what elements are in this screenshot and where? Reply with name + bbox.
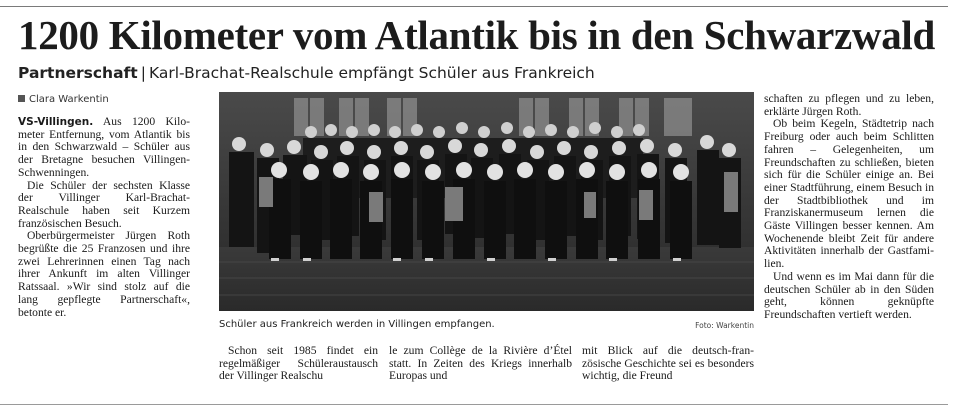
bottom-divider — [0, 404, 948, 405]
author-line — [18, 93, 109, 107]
caption-text: Schüler aus Frankreich werden in Villingen empfangen. — [219, 319, 495, 330]
subheadline-line — [18, 62, 595, 84]
photo-credit: Foto: Warkentin — [695, 321, 754, 330]
paragraph: Die Schüler der sechsten Klasse der Villinger Karl-Brachat-Realschule haben seit Kurzem französischen Besuch. — [18, 178, 190, 230]
paragraph-lead — [18, 116, 190, 180]
text-column-5 — [764, 93, 934, 322]
text-column-4 — [582, 345, 754, 383]
kicker: Partnerschaft — [18, 64, 138, 82]
paragraph: le zum Collège de la Rivière d’Étel statt. In Zeiten des Kriegs innerhalb Europas und — [389, 344, 572, 383]
text-column-2 — [219, 345, 378, 383]
text-column-3 — [389, 345, 572, 383]
paragraph: Ob beim Kegeln, Städtetrip nach Freiburg oder auch beim Schlitten fahren – Gelegenheiten, um Freundschaften zu schließen, bieten sich für die Schüler einige an. Bei einer Stadtführung, einem Besuch in der Stadtbibliothek und im Franziskanermuseum lernen die Gäste Villingen besser kennen. Am Wochenende bleibt Zeit für andere Aktivitäten innerhalb der Gastfamilien. — [764, 117, 934, 271]
headline: 1200 Kilometer vom Atlantik bis in den Schwarzwald — [18, 12, 936, 58]
paragraph: schaften zu pflegen und zu leben, erklärte Jürgen Roth. — [764, 92, 934, 118]
text-column-1 — [18, 116, 190, 319]
group-photo-image — [219, 92, 754, 311]
dateline: VS-Villingen. — [18, 116, 94, 128]
top-divider — [0, 6, 948, 7]
paragraph: Schon seit 1985 findet ein regelmäßiger Schüleraustausch der Villinger Realschu — [219, 344, 378, 383]
paragraph: Und wenn es im Mai dann für die deutschen Schüler ab in den Süden geht, können geknüpfte Freundschaften vertieft werden. — [764, 269, 934, 321]
subheadline: Karl-Brachat-Realschule empfängt Schüler aus Frankreich — [148, 64, 595, 82]
author-square-icon — [18, 95, 25, 102]
author-name: Clara Warkentin — [29, 94, 109, 105]
paragraph: Oberbürgermeister Jürgen Roth begrüßte die 25 Franzosen und ihre zwei Lehrerinnen einen Tag nach ihrer Ankunft im alten Villinger Ratssaal. »Wir sind stolz auf die lang gepflegte Partnerschaft«, betonte er. — [18, 229, 190, 319]
kicker-separator: | — [140, 64, 146, 82]
article-photo — [219, 92, 754, 311]
paragraph: mit Blick auf die deutsch-französische Geschichte sei es besonders wichtig, die Freund — [582, 344, 754, 383]
lead-text: Aus 1200 Kilometer Entfernung, vom Atlantik bis in den Schwarzwald – Schüler aus der Bretagne besuchen Villingen-Schwenningen. — [18, 115, 190, 179]
photo-caption — [219, 318, 754, 332]
